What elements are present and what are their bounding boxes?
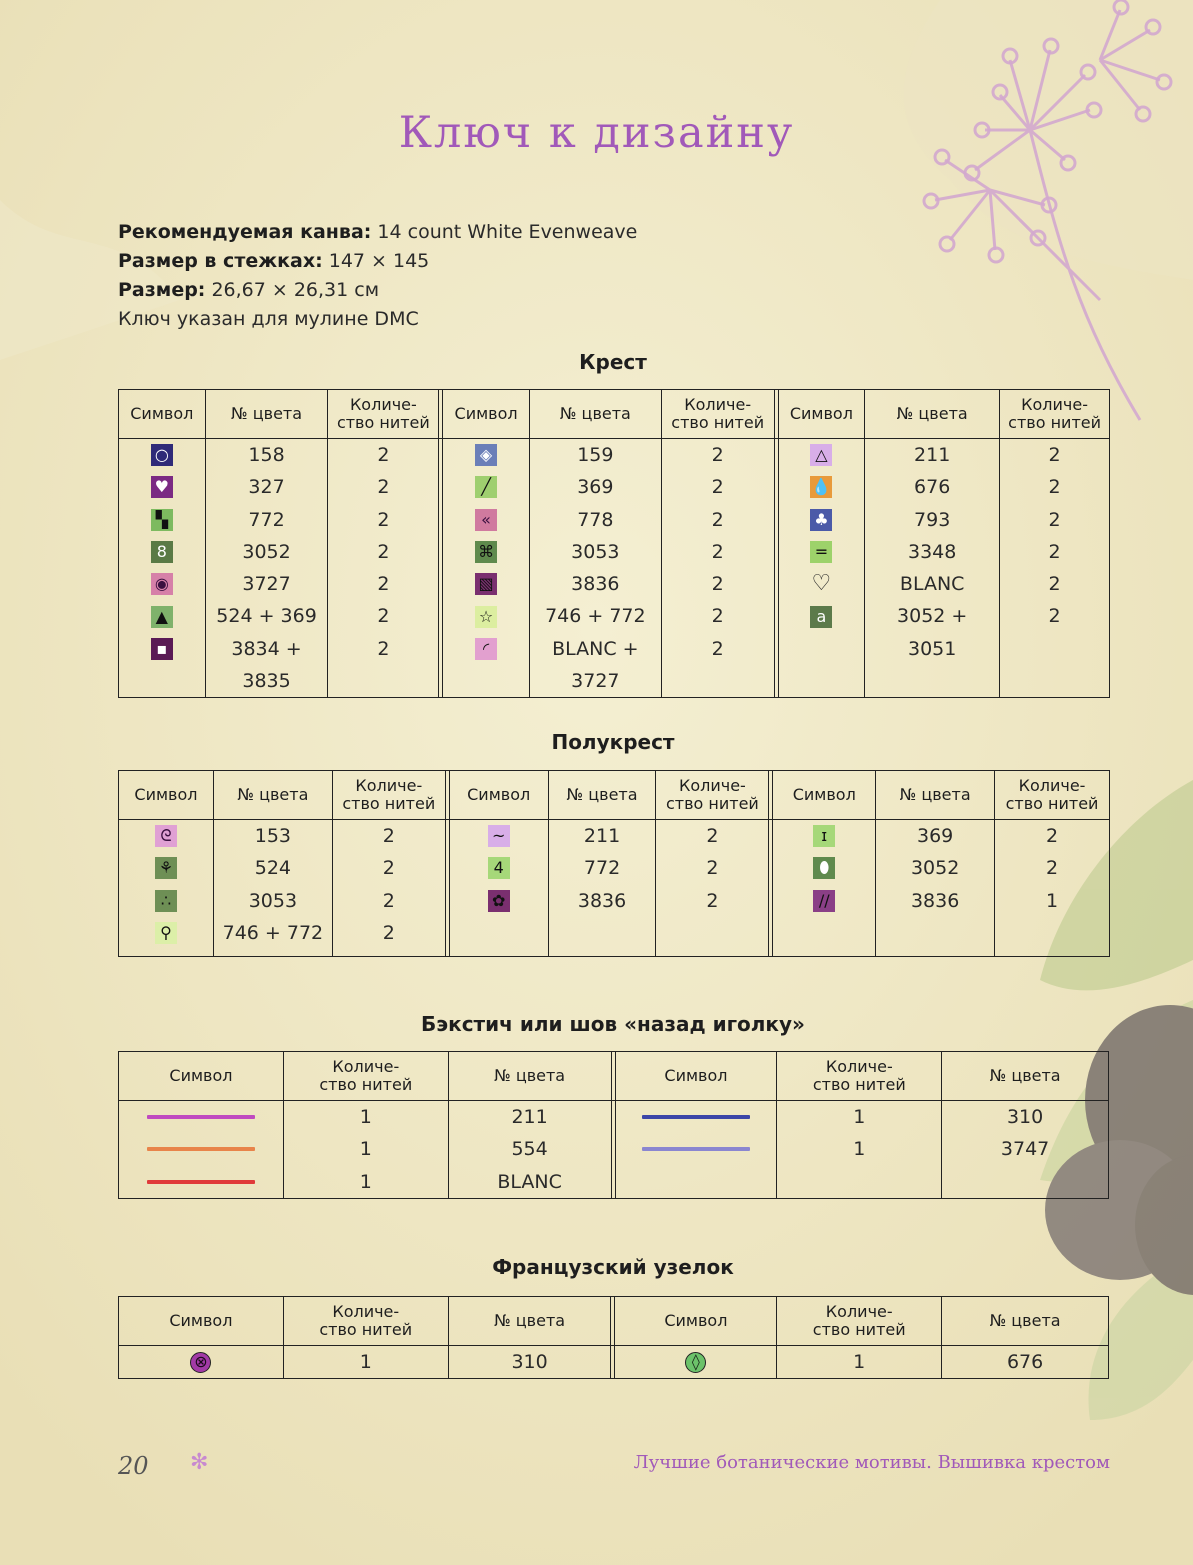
cell-value: 2 — [377, 637, 390, 660]
cell-value: 3052 — [910, 857, 960, 880]
french-body-row — [119, 1346, 1109, 1379]
symbol-row — [779, 471, 865, 503]
star-icon: ☆ — [475, 606, 497, 628]
symbol-row — [443, 504, 529, 536]
symbol-column — [119, 820, 214, 957]
cell-value: 746 + 772 — [545, 605, 646, 628]
symbol-header: Символ — [119, 771, 214, 820]
cell-value: 793 — [914, 508, 951, 531]
strands-header — [328, 390, 439, 439]
strands-cell — [283, 1346, 448, 1379]
cell-value: 2 — [1048, 476, 1061, 499]
leaf-icon: ⬮ — [813, 857, 835, 879]
strands-cell — [777, 1346, 942, 1379]
cell-value: 3053 — [248, 889, 298, 912]
color-header: № цвета — [448, 1297, 611, 1346]
cell-value: 2 — [382, 825, 395, 847]
equals-icon: = — [810, 541, 832, 563]
heart-outline-icon: ♡ — [811, 571, 832, 597]
symbol-row — [773, 820, 875, 852]
cell-value: 3348 — [908, 540, 957, 563]
cell-value: 2 — [711, 605, 724, 628]
half-header-row — [119, 771, 1110, 820]
strands-header-line2: ство нитей — [812, 1320, 906, 1339]
strands-column — [328, 439, 439, 698]
strands-header-line2: ство нитей — [1008, 413, 1101, 432]
cell-value: 1 — [359, 1170, 372, 1193]
symbol-header: Символ — [615, 1052, 777, 1101]
symbol-row — [779, 600, 865, 632]
color-header: № цвета — [548, 771, 656, 820]
strands-column — [661, 439, 774, 698]
color-column — [942, 1101, 1109, 1199]
symbol-row — [119, 820, 213, 852]
cell-value: 3727 — [571, 670, 620, 693]
script-a-icon: a — [810, 606, 832, 628]
symbol-column — [449, 820, 548, 957]
half-cross-table — [118, 770, 1110, 957]
strands-column — [656, 820, 769, 957]
cell-value: 158 — [248, 444, 285, 466]
strands-header-line2: ство нитей — [671, 413, 765, 432]
cell-value: 554 — [511, 1138, 548, 1161]
backstitch-body-row — [119, 1101, 1109, 1199]
tulip-icon: ⚘ — [155, 857, 177, 879]
spiral-icon: ᘓ — [155, 825, 177, 847]
cell-value: 2 — [711, 637, 724, 660]
strands-header-line1: Количе- — [825, 1302, 893, 1321]
cell-value: BLANC — [899, 573, 965, 596]
drop-icon: 💧 — [811, 477, 832, 497]
strands-header — [283, 1297, 448, 1346]
cell-value: 2 — [711, 508, 724, 531]
strands-header-line1: Количе- — [1018, 776, 1086, 795]
command-icon: ⌘ — [475, 541, 497, 563]
cell-value: 310 — [1006, 1106, 1044, 1128]
cell-value: 369 — [577, 476, 614, 499]
key-note: Ключ указан для мулине DMC — [118, 308, 419, 330]
cell-value: 3834 + — [231, 637, 302, 660]
half-body-row — [119, 820, 1110, 957]
cell-value: 2 — [382, 889, 395, 912]
symbol-row — [119, 536, 205, 568]
heart-icon: ♥ — [151, 476, 173, 498]
backstitch-line-icon — [642, 1115, 750, 1119]
cell-value: 327 — [248, 476, 285, 499]
strands-header-line1: Количе- — [349, 395, 417, 414]
cell-value: BLANC + — [552, 637, 639, 660]
cell-value: 2 — [706, 889, 719, 912]
color-column — [448, 1101, 611, 1199]
cell-value: 2 — [377, 476, 390, 499]
color-column — [548, 820, 656, 957]
cell-value: 3053 — [571, 540, 620, 563]
cell-value: 1 — [853, 1138, 866, 1161]
eight-icon: 8 — [151, 541, 173, 563]
backstitch-header-row — [119, 1052, 1109, 1101]
cell-value: 2 — [377, 508, 390, 531]
symbol-column — [119, 439, 206, 698]
cell-value: 2 — [1048, 444, 1061, 466]
cell-value: 2 — [377, 573, 390, 596]
cell-value: 1 — [359, 1138, 372, 1161]
cell-value: 3836 — [571, 573, 620, 596]
backstitch-line-row — [119, 1101, 283, 1133]
backstitch-line-row — [119, 1133, 283, 1165]
cross-header-row — [119, 390, 1110, 439]
color-column — [213, 820, 332, 957]
strands-column — [332, 820, 445, 957]
size-label: Размер: — [118, 279, 206, 301]
cell-value: 2 — [377, 605, 390, 628]
quarter-arc-icon: ◜ — [475, 638, 497, 660]
strands-header — [1000, 390, 1110, 439]
strands-header-line1: Количе- — [332, 1302, 400, 1321]
color-cell — [448, 1346, 611, 1379]
symbol-row — [779, 568, 865, 600]
color-header: № цвета — [448, 1052, 611, 1101]
strands-column — [995, 820, 1110, 957]
stitches-value: 147 × 145 — [322, 250, 430, 272]
symbol-row — [119, 885, 213, 917]
symbol-row — [443, 471, 529, 503]
flower-icon: ✿ — [488, 890, 510, 912]
backstitch-table — [118, 1051, 1109, 1199]
strands-header-line2: ство нитей — [319, 1320, 413, 1339]
line-symbol-column — [119, 1101, 284, 1199]
strands-header — [661, 390, 774, 439]
symbol-column — [443, 439, 530, 698]
strands-header-line1: Количе- — [678, 776, 746, 795]
symbol-row — [119, 1346, 283, 1378]
color-column — [876, 820, 995, 957]
symbol-row — [773, 885, 875, 917]
french-header-row — [119, 1297, 1109, 1346]
cell-value: 2 — [1048, 573, 1061, 596]
cell-value: 3727 — [242, 573, 291, 596]
cell-value: 772 — [583, 857, 621, 880]
cell-value: 1 — [853, 1106, 866, 1128]
cross-section-title: Крест — [579, 350, 647, 374]
canvas-row — [118, 218, 637, 247]
symbol-header: Символ — [119, 1297, 284, 1346]
strands-header — [777, 1052, 942, 1101]
strands-value: 1 — [853, 1351, 866, 1373]
cell-value: 211 — [511, 1106, 548, 1128]
cell-value: 3835 — [242, 670, 291, 693]
pin-icon: ⚲ — [155, 922, 177, 944]
triangle-icon: ▲ — [151, 606, 173, 628]
page-title: Ключ к дизайну — [398, 108, 795, 158]
color-header: № цвета — [529, 390, 661, 439]
cell-value: 3052 — [242, 540, 291, 563]
symbol-header: Символ — [778, 390, 865, 439]
strands-header-line2: ство нитей — [336, 413, 430, 432]
strands-header-line1: Количе- — [825, 1057, 893, 1076]
backstitch-section-title: Бэкстич или шов «назад иголку» — [421, 1012, 805, 1036]
symbol-row — [119, 568, 205, 600]
cell-value: 1 — [1045, 889, 1059, 912]
strands-header-line1: Количе- — [332, 1057, 400, 1076]
page-number: 20 — [118, 1452, 149, 1480]
circle-icon: ○ — [151, 444, 173, 466]
cell-value: 2 — [382, 921, 395, 944]
symbol-header: Символ — [119, 390, 206, 439]
cell-value: 2 — [711, 444, 724, 466]
symbol-row — [119, 439, 205, 471]
color-column — [865, 439, 1000, 698]
canvas-label: Рекомендуемая канва: — [118, 221, 372, 243]
size-value: 26,67 × 26,31 см — [205, 279, 380, 301]
cell-value: 2 — [1048, 508, 1061, 531]
cell-value: 2 — [711, 540, 724, 563]
symbol-row — [450, 852, 548, 884]
symbol-column — [773, 820, 876, 957]
symbol-row — [779, 504, 865, 536]
cell-value: 2 — [1048, 540, 1061, 563]
symbol-column — [778, 439, 865, 698]
cell-value: 369 — [916, 825, 954, 847]
hatched-square-icon: ▧ — [475, 573, 497, 595]
snowflake-ornament-icon: ✻ — [190, 1450, 209, 1475]
square-dot-icon: ▪ — [151, 638, 173, 660]
cell-value: 676 — [914, 476, 951, 499]
strands-column — [777, 1101, 942, 1199]
cell-value: 1 — [359, 1106, 372, 1128]
cell-value: 524 — [254, 857, 292, 880]
color-header: № цвета — [942, 1297, 1109, 1346]
backstitch-line-row — [616, 1101, 777, 1133]
backstitch-line-icon — [147, 1147, 255, 1151]
double-slash-icon: // — [813, 890, 835, 912]
backstitch-line-icon — [147, 1115, 255, 1119]
symbol-row — [119, 633, 205, 665]
symbol-row — [119, 917, 213, 949]
cell-value: 524 + 369 — [216, 605, 317, 628]
strands-header — [777, 1297, 942, 1346]
strands-header — [995, 771, 1110, 820]
canvas-value: 14 count White Evenweave — [371, 221, 638, 243]
triangle-outline-icon: △ — [810, 444, 832, 466]
diamond-knot-icon: ◊ — [685, 1352, 706, 1373]
cell-value: 2 — [711, 573, 724, 596]
cross-body-row — [119, 439, 1110, 698]
cell-value: 2 — [1048, 605, 1061, 628]
backstitch-line-icon — [642, 1147, 750, 1151]
cross-table — [118, 389, 1110, 698]
backstitch-line-icon — [147, 1180, 255, 1184]
strands-value: 1 — [359, 1351, 372, 1373]
symbol-header: Символ — [615, 1297, 777, 1346]
tilde-icon: ~ — [488, 825, 510, 847]
french-knot-table — [118, 1296, 1109, 1379]
symbol-header: Символ — [443, 390, 530, 439]
i-beam-icon: ɪ — [813, 825, 835, 847]
half-cross-section-title: Полукрест — [551, 730, 675, 754]
guillemet-icon: « — [475, 509, 497, 531]
french-knot-section-title: Французский узелок — [492, 1255, 734, 1279]
strands-header-line2: ство нитей — [319, 1075, 413, 1094]
cell-value: 746 + 772 — [222, 921, 324, 944]
strands-header-line1: Количе- — [355, 776, 423, 795]
cell-value: 3836 — [910, 889, 960, 912]
cell-value: 2 — [706, 857, 719, 880]
color-value: 310 — [511, 1351, 548, 1373]
cell-value: 211 — [583, 825, 621, 847]
strands-header-line2: ство нитей — [812, 1075, 906, 1094]
line-symbol-column — [615, 1101, 777, 1199]
symbol-row — [779, 536, 865, 568]
color-header: № цвета — [876, 771, 995, 820]
cell-value: 2 — [711, 476, 724, 499]
strands-header — [332, 771, 445, 820]
color-header: № цвета — [205, 390, 328, 439]
cell-value: 153 — [254, 825, 292, 847]
symbol-row — [779, 439, 865, 471]
cell-value: 2 — [377, 444, 390, 466]
cell-value: 2 — [382, 857, 395, 880]
symbol-row — [443, 536, 529, 568]
cell-value: 778 — [577, 508, 614, 531]
symbol-header: Символ — [119, 1052, 284, 1101]
cell-value: 772 — [248, 508, 285, 531]
cell-value: 2 — [1045, 825, 1059, 847]
cell-value: BLANC — [497, 1170, 562, 1193]
backstitch-line-row — [616, 1133, 777, 1165]
symbol-row — [443, 600, 529, 632]
cell-value: 3051 — [908, 637, 957, 660]
cell-value: 2 — [1045, 857, 1059, 880]
book-title: Лучшие ботанические мотивы. Вышивка крестом — [633, 1452, 1110, 1473]
symbol-row — [615, 1346, 776, 1378]
color-header: № цвета — [865, 390, 1000, 439]
strands-column — [1000, 439, 1110, 698]
symbol-row — [119, 504, 205, 536]
symbol-header: Символ — [449, 771, 548, 820]
strands-header-line1: Количе- — [1021, 395, 1088, 414]
three-dots-icon: ∴ — [155, 890, 177, 912]
symbol-row — [773, 852, 875, 884]
slash-icon: ╱ — [475, 476, 497, 498]
color-column — [205, 439, 328, 698]
color-cell — [942, 1346, 1109, 1379]
symbol-row — [119, 600, 205, 632]
symbol-row — [443, 633, 529, 665]
four-icon: 4 — [488, 857, 510, 879]
x-knot-icon: ⊗ — [190, 1352, 211, 1373]
size-row — [118, 276, 637, 305]
pattern-info — [118, 218, 637, 334]
strands-header — [656, 771, 769, 820]
knot-symbol-cell — [119, 1346, 284, 1379]
checker-icon: ▚ — [151, 509, 173, 531]
cell-value: 3836 — [577, 889, 627, 912]
cell-value: 2 — [377, 540, 390, 563]
color-header: № цвета — [213, 771, 332, 820]
strands-header-line1: Количе- — [684, 395, 752, 414]
strands-header-line2: ство нитей — [665, 794, 759, 813]
target-icon: ◉ — [151, 573, 173, 595]
symbol-row — [443, 568, 529, 600]
cell-value: 2 — [706, 825, 719, 847]
backstitch-line-row — [119, 1166, 283, 1198]
knot-symbol-cell — [615, 1346, 777, 1379]
color-header: № цвета — [942, 1052, 1109, 1101]
symbol-row — [119, 852, 213, 884]
strands-column — [283, 1101, 448, 1199]
cell-value: 3747 — [1000, 1138, 1050, 1161]
club-icon: ♣ — [810, 509, 832, 531]
diamond-icon: ◈ — [475, 444, 497, 466]
symbol-header: Символ — [773, 771, 876, 820]
symbol-row — [450, 820, 548, 852]
cell-value: 3052 + — [897, 605, 968, 628]
stitches-row — [118, 247, 637, 276]
color-value: 676 — [1006, 1351, 1044, 1373]
cell-value: 211 — [914, 444, 951, 466]
strands-header — [283, 1052, 448, 1101]
symbol-row — [450, 885, 548, 917]
strands-header-line2: ство нитей — [342, 794, 436, 813]
stitches-label: Размер в стежках: — [118, 250, 323, 272]
symbol-row — [443, 439, 529, 471]
cell-value: 159 — [577, 444, 614, 466]
color-column — [529, 439, 661, 698]
symbol-row — [119, 471, 205, 503]
strands-header-line2: ство нитей — [1005, 794, 1099, 813]
